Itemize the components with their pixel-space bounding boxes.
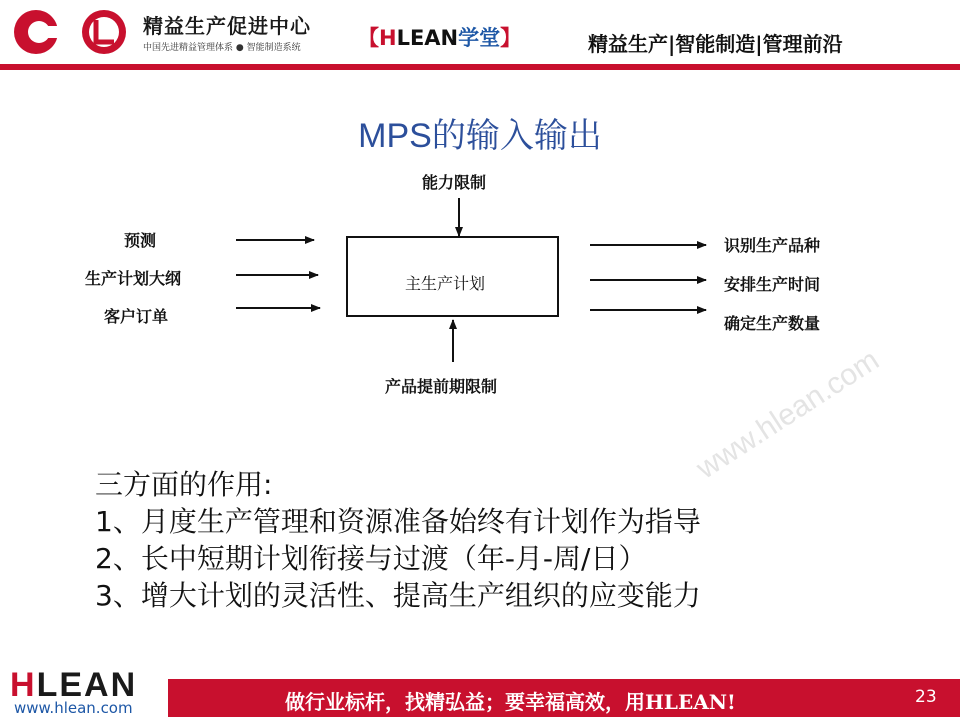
- roles-item: 1、月度生产管理和资源准备始终有计划作为指导: [95, 505, 701, 538]
- diagram-title: MPS的输入输出: [358, 117, 602, 155]
- capacity-limit-label: 能力限制: [422, 173, 487, 192]
- input-orders-label: 客户订单: [104, 307, 169, 326]
- footer-url-link[interactable]: www.hlean.com: [14, 699, 133, 717]
- roles-item: 3、增大计划的灵活性、提高生产组织的应变能力: [95, 579, 701, 612]
- output-time-label: 安排生产时间: [724, 275, 821, 294]
- bracket-open: 【: [358, 26, 379, 50]
- output-quantity-label: 确定生产数量: [724, 314, 821, 333]
- bracket-lean: LEAN: [396, 26, 459, 50]
- page-number: 23: [915, 687, 937, 707]
- footer-logo-h: H: [10, 666, 37, 704]
- lead-time-limit-label: 产品提前期限制: [385, 377, 498, 396]
- watermark-url: www.hlean.com: [690, 343, 885, 486]
- footer-slogan: 做行业标杆，找精弘益；要幸福高效，用HLEAN!: [285, 690, 736, 714]
- bracket-close: 】: [500, 26, 522, 50]
- roles-heading: 三方面的作用:: [95, 468, 273, 501]
- input-forecast-label: 预测: [124, 231, 157, 250]
- footer-logo-rest: LEAN: [36, 666, 138, 704]
- brand-name: 精益生产促进中心: [143, 14, 311, 38]
- roles-item: 2、长中短期计划衔接与过渡（年-月-周/日）: [95, 542, 647, 575]
- header-slogan: 精益生产|智能制造|管理前沿: [588, 32, 843, 56]
- bracket-school: 学堂: [458, 26, 501, 50]
- brand-subtitle: 中国先进精益管理体系 ● 智能制造系统: [143, 43, 301, 53]
- input-outline-label: 生产计划大纲: [85, 269, 182, 288]
- roles-list: [95, 466, 701, 614]
- bracket-h: H: [379, 26, 397, 50]
- mps-center-label: 主生产计划: [405, 274, 486, 293]
- output-variety-label: 识别生产品种: [724, 236, 821, 255]
